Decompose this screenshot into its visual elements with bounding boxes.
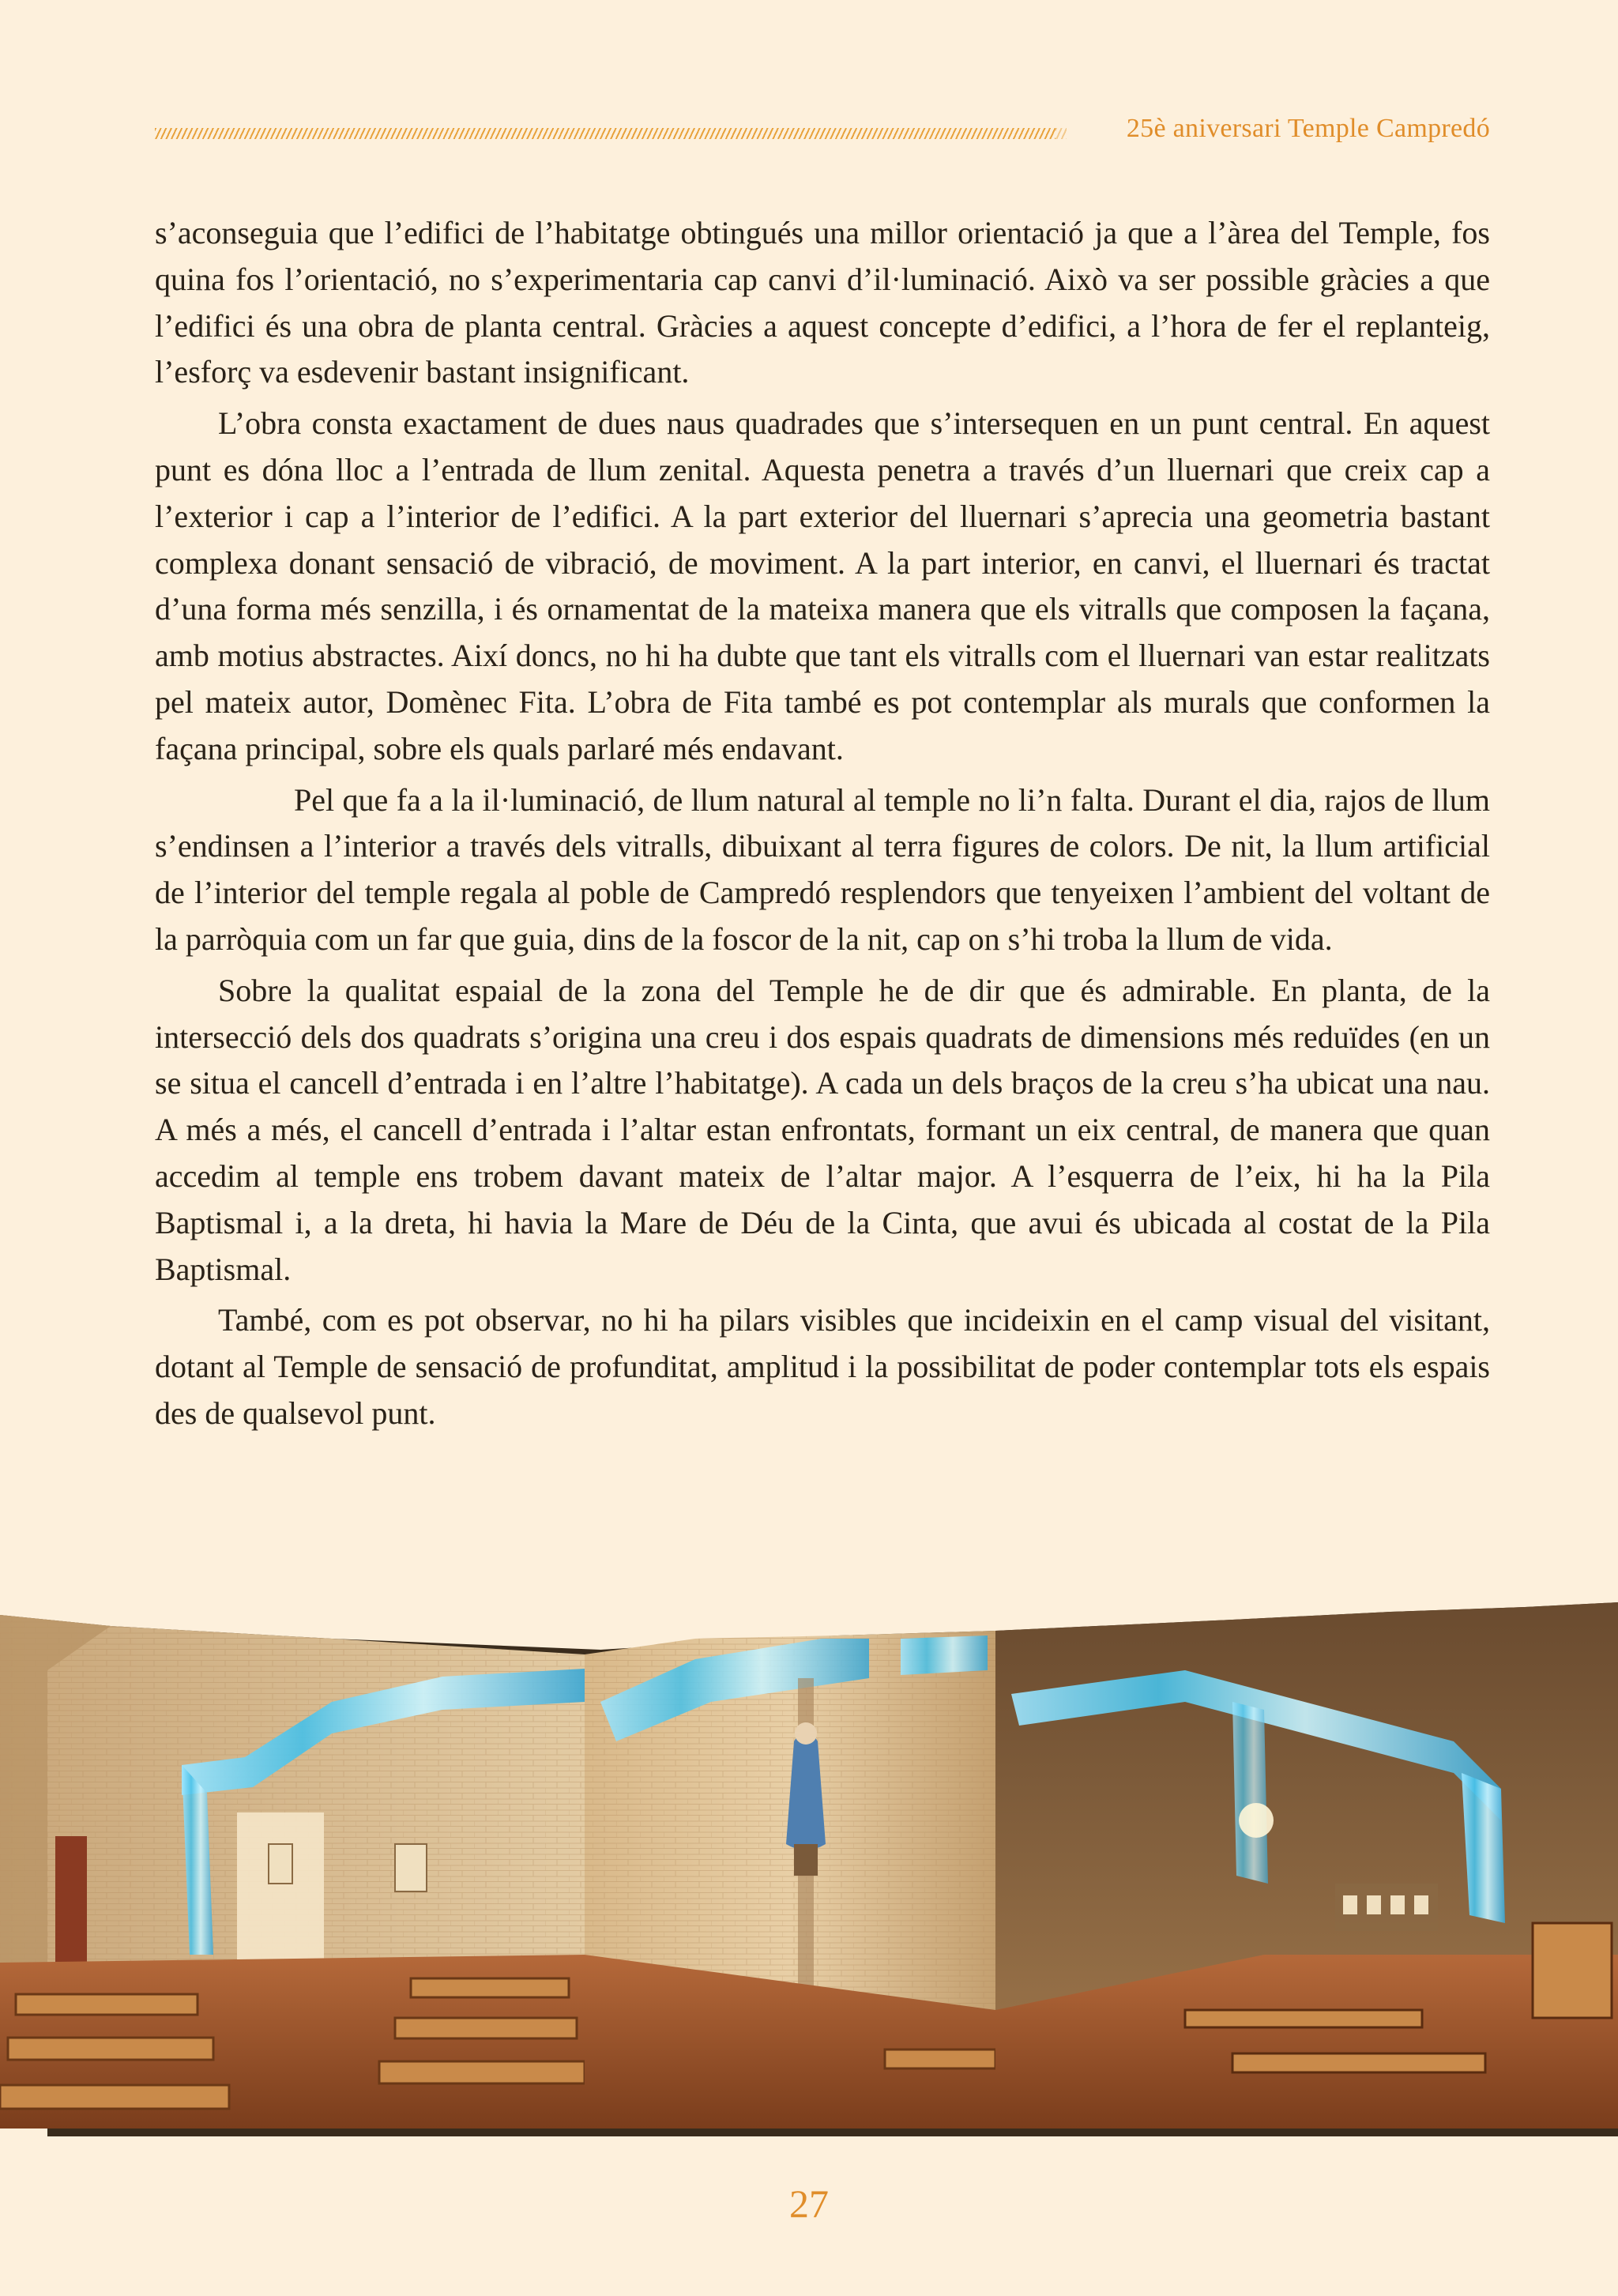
- paragraph-1: s’aconseguia que l’edifici de l’habitatge obtingués una millor orientació ja que a l’àrea del Temple, fos quina fos l’orientació, no s’experimentaria cap canvi d’il·luminació. Això va ser possible gràcies a que l’edifici és una obra de planta central. Gràcies a aquest concepte d’edifici, a l’hora de fer el replanteig, l’esforç va esdevenir bastant insignificant.: [155, 215, 1490, 390]
- header-hatch-rule: [155, 128, 1055, 139]
- header-title: 25è aniversari Temple Campredó: [1126, 114, 1490, 143]
- paragraph-4: Sobre la qualitat espaial de la zona del Temple he de dir que és admirable. En planta, de la intersecció dels dos quadrats s’origina una creu i dos espais quadrats de dimensions més reduïdes (en un se situa el cancell d’entrada i en l’altre l’habitatge). A cada un dels braços de la creu s’ha ubicat una nau. A més a més, el cancell d’entrada i l’altar estan enfrontats, formant un eix central, de manera que quan accedim al temple ens trobem davant mateix de l’altar major. A l’esquerra de l’eix, hi ha la Pila Baptismal i, a la dreta, hi havia la Mare de Déu de la Cinta, que avui és ubicada al costat de la Pila Baptismal.: [155, 972, 1490, 1287]
- paragraph-3: Pel que fa a la il·luminació, de llum natural al temple no li’n falta. Durant el dia, rajos de llum s’endinsen a l’interior a través dels vitralls, dibuixant al terra figures de colors. De nit, la llum artificial de l’interior del temple regala al poble de Campredó resplendors que tenyeixen l’ambient del voltant de la parròquia com un far que guia, dins de la foscor de la nit, cap on s’hi troba la llum de vida.: [155, 781, 1490, 957]
- church-interior-panorama: [0, 1583, 1618, 2136]
- paragraph-2: L’obra consta exactament de dues naus quadrades que s’intersequen en un punt central. En aquest punt es dóna lloc a l’entrada de llum zenital. Aquesta penetra a través d’un lluernari que creix cap a l’exterior i cap a l’interior de l’edifici. A la part exterior del lluernari s’aprecia una geometria bastant complexa donant sensació de vibració, de moviment. A la part interior, en canvi, el lluernari és tractat d’una forma més senzilla, i és ornamentat de la mateixa manera que els vitralls que composen la façana, amb motius abstractes. Així doncs, no hi ha dubte que tant els vitralls com el lluernari van estar realitzats pel mateix autor, Domènec Fita. L’obra de Fita també es pot contemplar als murals que conformen la façana principal, sobre els quals parlaré més endavant.: [155, 405, 1490, 766]
- page-number: 27: [789, 2181, 829, 2226]
- paragraph-5: També, com es pot observar, no hi ha pilars visibles que incideixin en el camp visual del visitant, dotant al Temple de sensació de profunditat, amplitud i la possibilitat de poder contemplar tots els espais des de qualsevol punt.: [155, 1302, 1490, 1431]
- panorama-illustration: [0, 1583, 1618, 2136]
- running-header: [155, 111, 1490, 150]
- article-body: [155, 210, 1490, 1442]
